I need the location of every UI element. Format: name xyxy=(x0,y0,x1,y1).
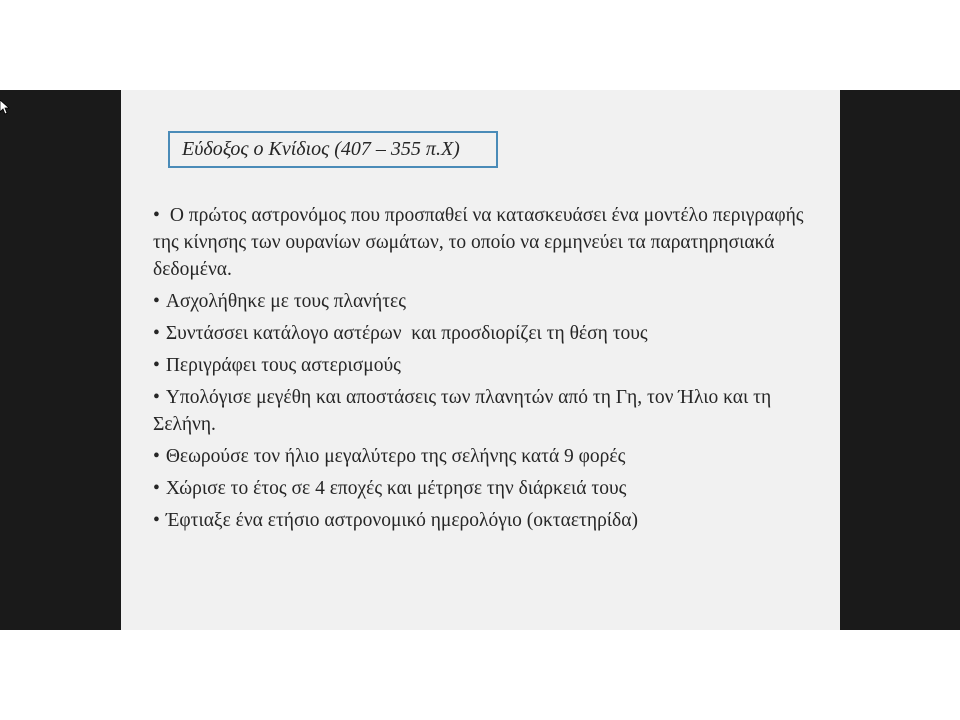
bullet-glyph: • xyxy=(153,478,160,499)
bullet-text: Ο πρώτος αστρονόμος που προσπαθεί να κατασκευάσει ένα μοντέλο περιγραφής της κίνησης των ουρανίων σωμάτων, το οποίο να ερμηνεύει τα παρατηρησιακά δεδομένα. xyxy=(153,205,804,280)
bullet-text: Υπολόγισε μεγέθη και αποστάσεις των πλανητών από τη Γη, τον Ήλιο και τη Σελήνη. xyxy=(153,387,772,435)
bullet-glyph: • xyxy=(153,387,160,408)
mouse-pointer-icon xyxy=(0,100,10,116)
slide-title-box xyxy=(168,131,498,168)
bullet-item xyxy=(153,288,813,315)
bullet-glyph: • xyxy=(153,291,160,312)
bullet-item xyxy=(153,320,813,347)
bullet-text: Συντάσσει κατάλογο αστέρων και προσδιορίζει τη θέση τους xyxy=(165,323,648,344)
bullet-item xyxy=(153,384,813,438)
bullet-text: Χώρισε το έτος σε 4 εποχές και μέτρησε την διάρκειά τους xyxy=(165,478,627,499)
bullet-list xyxy=(153,202,813,539)
bullet-text: Ασχολήθηκε με τους πλανήτες xyxy=(165,291,406,312)
bullet-item xyxy=(153,475,813,502)
bullet-item xyxy=(153,507,813,534)
bullet-item xyxy=(153,443,813,470)
bullet-glyph: • xyxy=(153,355,160,376)
bullet-glyph: • xyxy=(153,205,160,226)
bullet-text: Περιγράφει τους αστερισμούς xyxy=(165,355,401,376)
bullet-glyph: • xyxy=(153,510,160,531)
bullet-item xyxy=(153,352,813,379)
presentation-slide xyxy=(121,90,840,630)
bullet-text: Θεωρούσε τον ήλιο μεγαλύτερο της σελήνης κατά 9 φορές xyxy=(165,446,626,467)
bullet-text: Έφτιαξε ένα ετήσιο αστρονομικό ημερολόγιο (οκταετηρίδα) xyxy=(165,510,638,531)
bullet-item xyxy=(153,202,813,283)
bullet-glyph: • xyxy=(153,323,160,344)
bullet-glyph: • xyxy=(153,446,160,467)
slide-title: Εύδοξος ο Κνίδιος (407 – 355 π.Χ) xyxy=(182,138,460,160)
